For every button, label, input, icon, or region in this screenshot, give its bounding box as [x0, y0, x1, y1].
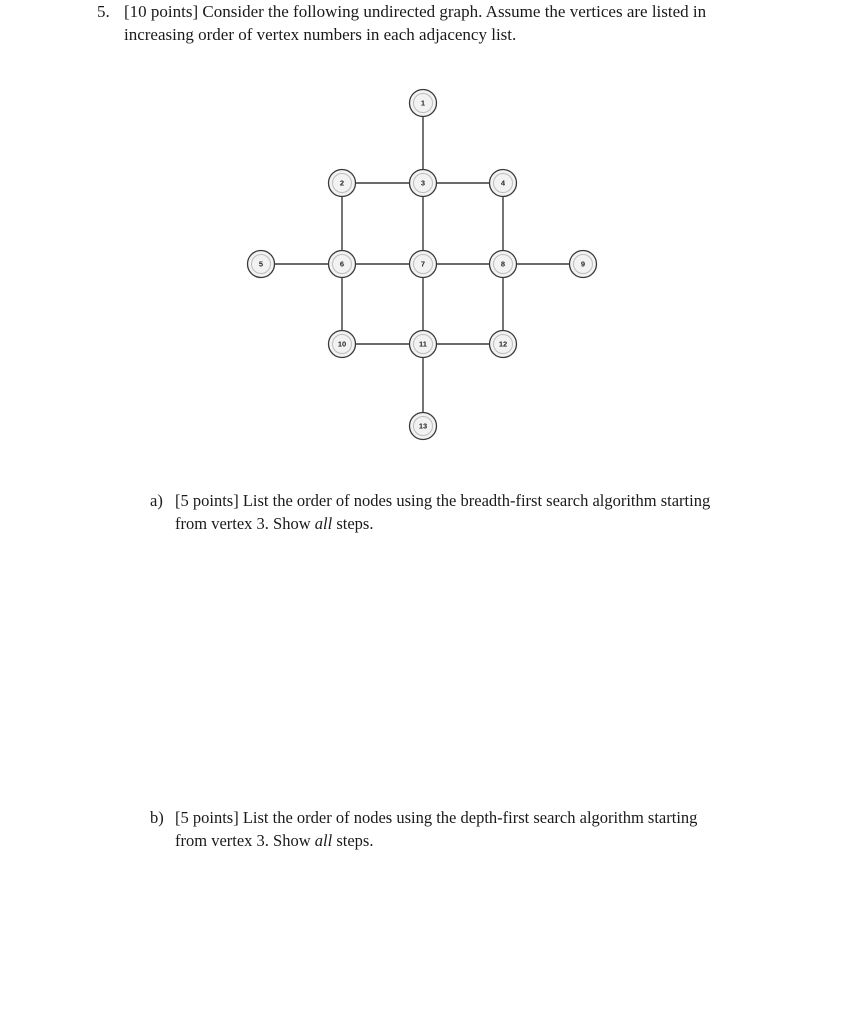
part-b-text	[175, 806, 780, 852]
graph-node-8	[490, 251, 517, 278]
question-text-line2: increasing order of vertex numbers in each adjacency list.	[124, 25, 517, 44]
node-label: 6	[339, 259, 345, 269]
node-label: 10	[337, 339, 347, 349]
graph-node-2	[329, 170, 356, 197]
part-a-line2-start: from vertex 3. Show	[175, 514, 315, 533]
node-label: 2	[339, 178, 345, 188]
question-number: 5.	[97, 2, 110, 21]
graph-node-5	[248, 251, 275, 278]
part-a-line1: List the order of nodes using the breadth-first search algorithm starting	[242, 491, 711, 510]
question-text-line1: Consider the following undirected graph. Assume the vertices are listed in	[202, 2, 707, 21]
part-b-emphasis: all	[314, 831, 333, 850]
graph-node-7	[410, 251, 437, 278]
node-label: 8	[500, 259, 506, 269]
node-label: 4	[500, 178, 506, 188]
graph-node-4	[490, 170, 517, 197]
node-label: 9	[580, 259, 586, 269]
part-a-letter: a)	[150, 491, 163, 510]
graph-node-6	[329, 251, 356, 278]
graph-node-3	[410, 170, 437, 197]
graph-node-12	[490, 331, 517, 358]
part-a-points: [5 points]	[175, 491, 239, 510]
node-label: 7	[420, 259, 426, 269]
part-b	[150, 806, 780, 852]
node-label: 13	[418, 421, 428, 431]
part-a-emphasis: all	[314, 514, 333, 533]
part-b-line1: List the order of nodes using the depth-first search algorithm starting	[242, 808, 698, 827]
node-label: 12	[498, 339, 508, 349]
graph-node-9	[570, 251, 597, 278]
part-b-line2-end: steps.	[332, 831, 374, 850]
question-points: [10 points]	[124, 2, 199, 21]
part-b-letter: b)	[150, 808, 164, 827]
graph-node-13	[410, 413, 437, 440]
graph-node-11	[410, 331, 437, 358]
undirected-graph	[0, 0, 853, 480]
part-a-text	[175, 489, 780, 535]
graph-node-10	[329, 331, 356, 358]
part-a	[150, 489, 780, 535]
part-a-line2-end: steps.	[332, 514, 374, 533]
node-label: 5	[258, 259, 264, 269]
graph-node-1	[410, 90, 437, 117]
part-b-line2-start: from vertex 3. Show	[175, 831, 315, 850]
node-label: 3	[420, 178, 426, 188]
node-label: 11	[419, 339, 427, 349]
part-b-points: [5 points]	[175, 808, 239, 827]
node-label: 1	[420, 98, 426, 108]
